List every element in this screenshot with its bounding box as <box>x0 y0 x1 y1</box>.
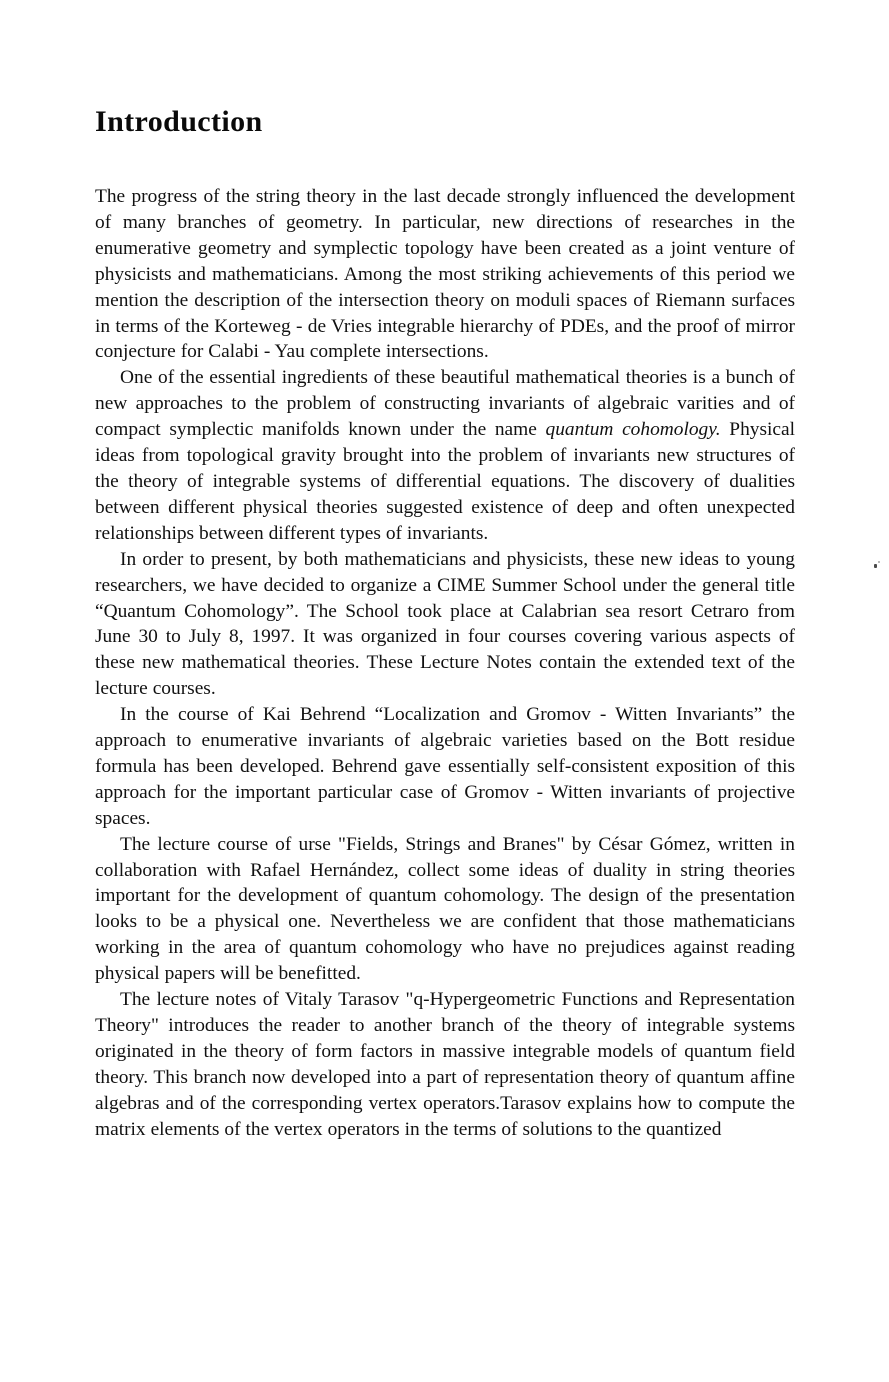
italic-term-quantum-cohomology: quantum cohomology. <box>545 419 721 441</box>
page-content <box>95 104 795 1143</box>
paragraph-1: The progress of the string theory in the last decade strongly influenced the development of many branches of geometry. In particular, new directions of researches in the enumerative geometry and symplectic topology have been created as a joint venture of physicists and mathematicians. Among the most striking achievements of this period we mention the description of the intersection theory on moduli spaces of Riemann surfaces in terms of the Korteweg - de Vries integrable hierarchy of PDEs, and the proof of mirror conjecture for Calabi - Yau complete intersections. <box>95 186 795 363</box>
scan-artifact-speck-secondary <box>878 561 880 563</box>
paragraph-2-text-before-italic: One of the essential ingredients of these beautiful mathematical theories is a bunch of new approaches to the problem of constructing invariants of algebraic varities and of compact symplectic manifolds known under the name <box>95 367 795 441</box>
paragraph-3: In order to present, by both mathematicians and physicists, these new ideas to young researchers, we have decided to organize a CIME Summer School under the general title “Quantum Cohomology”. The School took place at Calabrian sea resort Cetraro from June 30 to July 8, 1997. It was organized in four courses covering various aspects of these new mathematical theories. These Lecture Notes contain the extended text of the lecture courses. <box>95 548 795 700</box>
paragraph-6: The lecture notes of Vitaly Tarasov "q-Hypergeometric Functions and Representation Theory" introduces the reader to another branch of the theory of integrable systems originated in the theory of form factors in massive integrable models of quantum field theory. This branch now developed into a part of representation theory of quantum affine algebras and of the corresponding vertex operators.Tarasov explains how to compute the matrix elements of the vertex operators in the terms of solutions to the quantized <box>95 989 795 1140</box>
paragraph-2 <box>95 365 795 546</box>
page-title: Introduction <box>95 105 263 138</box>
paragraph-4: In the course of Kai Behrend “Localization and Gromov - Witten Invariants” the approach to enumerative invariants of algebraic varieties based on the Bott residue formula has been developed. Behrend gave essentially self-consistent exposition of this approach for the important particular case of Gromov - Witten invariants of projective spaces. <box>95 704 795 829</box>
paragraph-5: The lecture course of urse "Fields, Strings and Branes" by César Gómez, written in collaboration with Rafael Hernández, collect some ideas of duality in string theories important for the development of quantum cohomology. The design of the presentation looks to be a physical one. Nevertheless we are confident that those mathematicians working in the area of quantum cohomology who have no prejudices against reading physical papers will be benefitted. <box>95 833 795 985</box>
scan-artifact-speck <box>874 564 877 568</box>
paragraph-2-text-after-italic: Physical ideas from topological gravity brought into the problem of invariants new structures of the theory of integrable systems of differential equations. The discovery of dualities between different physical theories suggested existence of deep and often unexpected relationships between different types of invariants. <box>95 419 796 544</box>
